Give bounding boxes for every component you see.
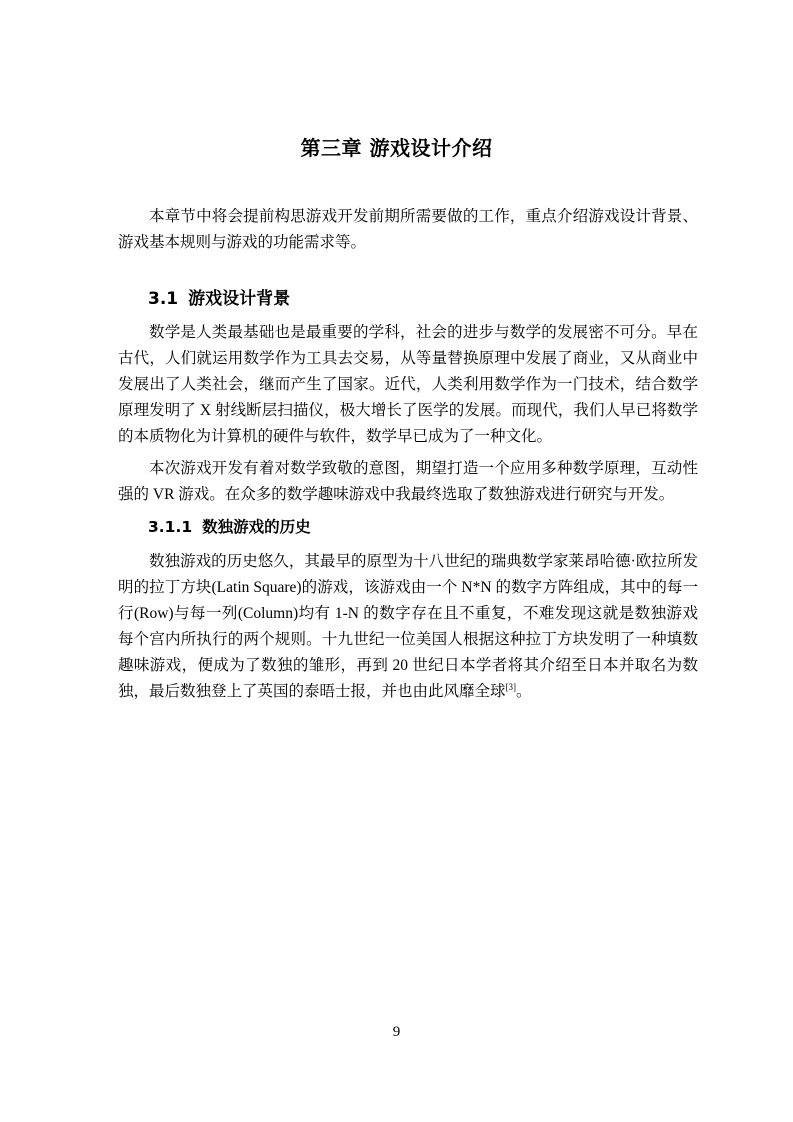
paragraph-text: 数独游戏的历史悠久，其最早的原型为十八世纪的瑞典数学家莱昂哈德·欧拉所发明的拉丁方块(Latin Square)的游戏，该游戏由一个 N*N 的数字方阵组成，其中的每一行(Row)与每一列(Column)均有 1-N 的数字存在且不重复，不难发现这就是数独游戏每个宫内所执行的两个规则。十九世纪一位美国人根据这种拉丁方块发明了一种填数趣味游戏，便成为了数独的雏形，再到 20 世纪日本学者将其介绍至日本并取名为数独，最后数独登上了英国的泰晤士报，并也由此风靡全球	[118, 553, 698, 700]
subsection-number: 3.1.1	[148, 518, 193, 536]
section-3-1-paragraph-1: 数学是人类最基础也是最重要的学科，社会的进步与数学的发展密不可分。早在古代，人们就运用数学作为工具去交易，从等量替换原理中发展了商业，又从商业中发展出了人类社会，继而产生了国家。近代，人类利用数学作为一门技术，结合数学原理发明了 X 射线断层扫描仪，极大增长了医学的发展。而现代，我们人早已将数学的本质物化为计算机的硬件与软件，数学早已成为了一种文化。	[118, 324, 698, 445]
chapter-intro-paragraph: 本章节中将会提前构思游戏开发前期所需要做的工作，重点介绍游戏设计背景、游戏基本规则与游戏的功能需求等。	[118, 208, 698, 251]
section-heading-3-1	[148, 286, 290, 312]
subsection-title: 数独游戏的历史	[202, 518, 311, 536]
chapter-title: 第三章 游戏设计介绍	[300, 136, 493, 160]
section-title: 游戏设计背景	[188, 289, 291, 309]
section-number: 3.1	[148, 289, 179, 309]
paragraph-end-punctuation: 。	[516, 683, 532, 700]
section-3-1-paragraph-2: 本次游戏开发有着对数学致敬的意图，期望打造一个应用多种数学原理，互动性强的 VR 游戏。在众多的数学趣味游戏中我最终选取了数独游戏进行研究与开发。	[118, 460, 698, 503]
page-number: 9	[392, 1024, 401, 1040]
section-3-1-1-paragraph	[118, 549, 698, 705]
subsection-heading-3-1-1	[148, 514, 311, 540]
citation-reference[interactable]: [3]	[505, 681, 517, 692]
